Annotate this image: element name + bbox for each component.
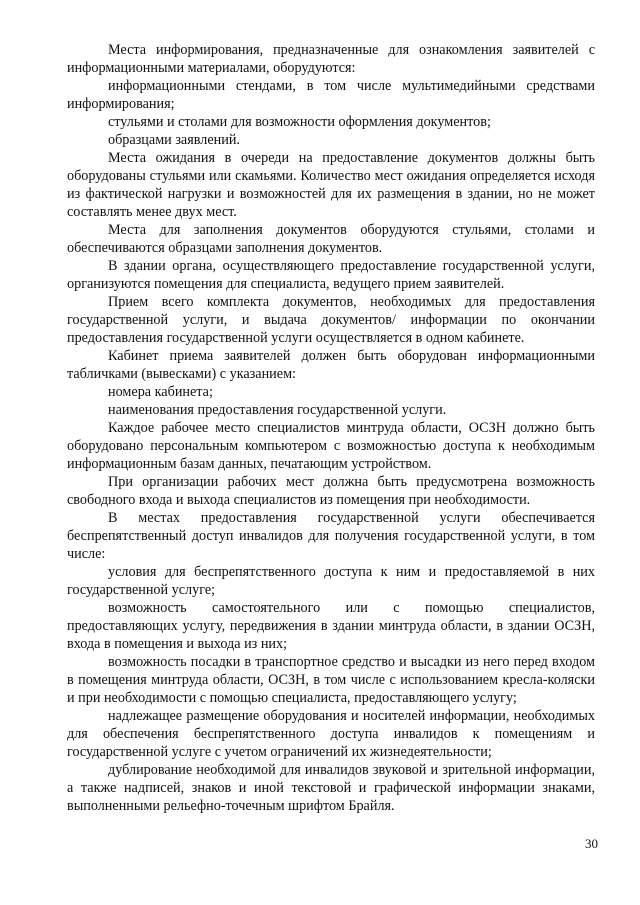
paragraph: В местах предоставления государственной услуги обеспечивается беспрепятственный доступ инвалидов для получения государственной услуги, в том числе: (67, 510, 595, 562)
paragraph: наименования предоставления государственной услуги. (108, 402, 447, 418)
paragraph: условия для беспрепятственного доступа к ним и предоставляемой в них государственной услуге; (67, 564, 595, 598)
paragraph: Кабинет приема заявителей должен быть оборудован информационными табличками (вывесками) с указанием: (67, 348, 595, 382)
paragraph: информационными стендами, в том числе мультимедийными средствами информирования; (67, 78, 595, 112)
paragraph: надлежащее размещение оборудования и носителей информации, необходимых для обеспечения беспрепятственного доступа инвалидов к помещениям и государственной услуге с учетом ограничений их жизнедеятельности; (67, 708, 595, 760)
paragraph: При организации рабочих мест должна быть предусмотрена возможность свободного входа и выхода специалистов из помещения при необходимости. (67, 474, 595, 508)
paragraph: Места информирования, предназначенные для ознакомления заявителей с информационными материалами, оборудуются: (67, 42, 595, 76)
paragraph: В здании органа, осуществляющего предоставление государственной услуги, организуются помещения для специалиста, ведущего прием заявителей. (67, 258, 595, 292)
paragraph: номера кабинета; (108, 384, 213, 400)
page-number: 30 (585, 836, 598, 851)
paragraph: Места для заполнения документов оборудуются стульями, столами и обеспечиваются образцами заполнения документов. (67, 222, 595, 256)
document-body (67, 41, 595, 815)
paragraph: Места ожидания в очереди на предоставление документов должны быть оборудованы стульями или скамьями. Количество мест ожидания определяется исходя из фактической нагрузки и возможностей для их размещения в здании, но не может составлять менее двух мест. (67, 150, 595, 220)
paragraph: дублирование необходимой для инвалидов звуковой и зрительной информации, а также надписей, знаков и иной текстовой и графической информации знаками, выполненными рельефно-точечным шрифтом Брайля. (67, 762, 595, 814)
paragraph: образцами заявлений. (108, 132, 240, 148)
paragraph: Прием всего комплекта документов, необходимых для предоставления государственной услуги, и выдача документов/ информации по окончании предоставления государственной услуги осуществляется в одном кабинете. (67, 294, 595, 346)
paragraph: возможность самостоятельного или с помощью специалистов, предоставляющих услугу, передвижения в здании минтруда области, в здании ОСЗН, входа в помещения и выхода из них; (67, 600, 595, 652)
paragraph: стульями и столами для возможности оформления документов; (108, 114, 491, 130)
paragraph: Каждое рабочее место специалистов минтруда области, ОСЗН должно быть оборудовано персональным компьютером с возможностью доступа к необходимым информационным базам данных, печатающим устройством. (67, 420, 595, 472)
paragraph: возможность посадки в транспортное средство и высадки из него перед входом в помещения минтруда области, ОСЗН, в том числе с использованием кресла-коляски и при необходимости с помощью специалиста, предоставляющего услугу; (67, 654, 595, 706)
